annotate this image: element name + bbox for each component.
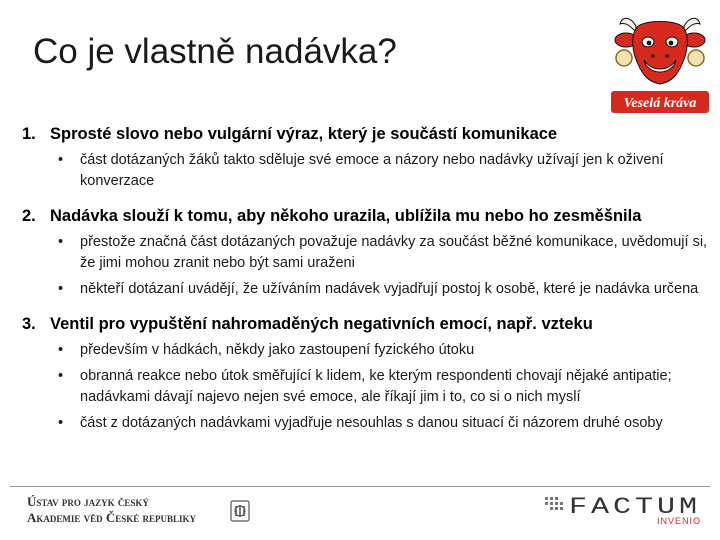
- item-heading: [22, 206, 712, 226]
- bullet-text: přestože značná část dotázaných považuje nadávky za součást běžné komunikace, uvědomují si, že jimi mohou zranit nebo být sami uraženi: [80, 234, 708, 271]
- bullet-dot: •: [58, 152, 64, 168]
- factum-invenio-logo: [543, 493, 705, 525]
- list-item: [22, 206, 712, 300]
- factum-dots-icon: [545, 497, 563, 510]
- logo-label-box: [610, 90, 710, 114]
- institution-line1: Ústav pro jazyk český: [27, 494, 149, 509]
- item-heading: [22, 314, 712, 334]
- item-heading-text: Ventil pro vypuštění nahromaděných negativních emocí, např. vzteku: [50, 315, 593, 333]
- bullet-list: [22, 150, 712, 192]
- list-item: [22, 124, 712, 192]
- bullet-list: [22, 340, 712, 434]
- item-number: 3.: [22, 315, 36, 333]
- cow-head-icon: [615, 18, 705, 84]
- bullet-dot: •: [58, 342, 64, 358]
- item-heading: [22, 124, 712, 144]
- bullet-item: [22, 232, 712, 274]
- bullet-text: někteří dotázaní uvádějí, že užíváním nadávek vyjadřují postoj k osobě, které je nadávka určena: [80, 281, 699, 297]
- bullet-list: [22, 232, 712, 300]
- factum-brand-sub: INVENIO: [656, 516, 701, 525]
- item-heading-text: Sprosté slovo nebo vulgární výraz, který je součástí komunikace: [50, 125, 558, 143]
- bullet-item: [22, 279, 712, 300]
- bullet-dot: •: [58, 281, 64, 297]
- institution-line2: Akademie věd České republiky: [27, 510, 197, 525]
- item-number: 1.: [22, 125, 36, 143]
- list-item: [22, 314, 712, 434]
- content: [22, 124, 712, 434]
- logo-label-text: Veselá kráva: [623, 96, 697, 111]
- item-heading-text: Nadávka slouží k tomu, aby někoho urazila, ublížila mu nebo ho zesměšnila: [50, 207, 642, 225]
- institution-name: [27, 494, 227, 526]
- footer-divider: [10, 486, 710, 487]
- bullet-dot: •: [58, 368, 64, 384]
- bullet-item: [22, 366, 712, 408]
- vesela-krava-logo: [606, 12, 714, 118]
- bullet-text: část dotázaných žáků takto sděluje své emoce a názory nebo nadávky užívají jen k oživení konverzace: [80, 152, 664, 189]
- bullet-item: [22, 413, 712, 434]
- item-number: 2.: [22, 207, 36, 225]
- institution-emblem-icon: [230, 500, 250, 522]
- bullet-text: část z dotázaných nadávkami vyjadřuje nesouhlas s danou situací či názorem druhé osoby: [80, 415, 663, 431]
- bullet-item: [22, 340, 712, 361]
- bullet-item: [22, 150, 712, 192]
- bullet-text: především v hádkách, někdy jako zastoupení fyzického útoku: [80, 342, 475, 358]
- factum-brand-name: FACTUM: [569, 494, 701, 520]
- page-title: Co je vlastně nadávka?: [33, 32, 397, 71]
- bullet-dot: •: [58, 234, 64, 250]
- bullet-dot: •: [58, 415, 64, 431]
- bullet-text: obranná reakce nebo útok směřující k lidem, ke kterým respondenti chovají nějaké antipatie; nadávkami dávají najevo nejen své emoce, ale říkají jim i to, co si o nich myslí: [80, 368, 672, 405]
